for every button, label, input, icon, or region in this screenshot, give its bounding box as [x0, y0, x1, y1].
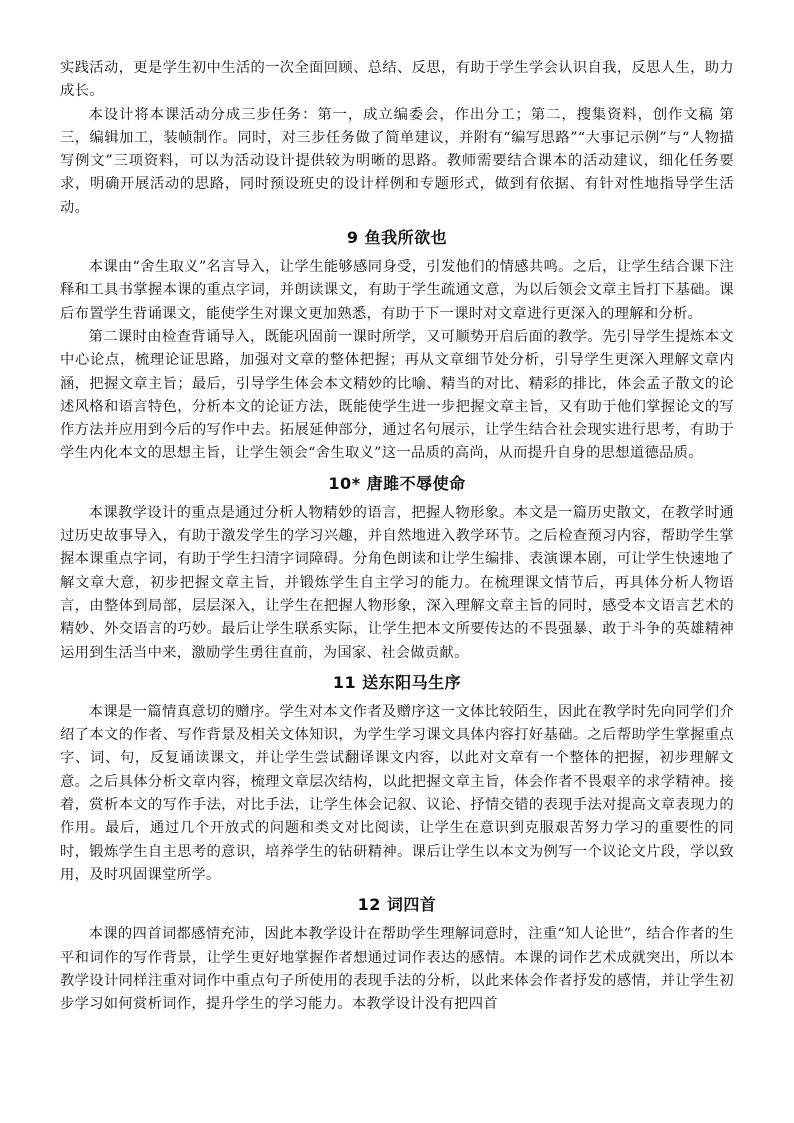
section-heading-11	[60, 671, 734, 695]
intro-paragraph: 本设计将本课活动分成三步任务：第一，成立编委会，作出分工；第二，搜集资料，创作文稿 第三，编辑加工，装帧制作。同时，对三步任务做了简单建议，并附有“编写思路”“大事记示例”与“人物描写例文”三项资料，可以为活动设计提供较为明晰的思路。教师需要结合课本的活动建议，细化任务要求，明确开展活动的思路，同时预设班史的设计样例和专题形式，做到有依据、有针对性地指导学生活动。	[60, 106, 734, 216]
section-number: 10*	[328, 473, 361, 493]
section-heading-12	[60, 893, 734, 917]
section-title: 送东阳马生序	[362, 672, 462, 692]
section-paragraph: 本课是一篇情真意切的赠序。学生对本文作者及赠序这一文体比较陌生，因此在教学时先向同学们介绍了本文的作者、写作背景及相关文体知识，为学生学习课文具体内容打好基础。之后帮助学生掌握重点字、词、句，反复诵读课文，并让学生尝试翻译课文内容，以此对文章有一个整体的把握，初步理解文意。之后具体分析文章内容，梳理文章层次结构，以此把握文章主旨，体会作者不畏艰辛的求学精神。接着，赏析本文的写作手法，对比手法，让学生体会记叙、议论、抒情交错的表现手法对提高文章表现力的作用。最后，通过几个开放式的问题和类文对比阅读，让学生在意识到克服艰苦努力学习的重要性的同时，锻炼学生自主思考的意识，培养学生的钻研精神。课后让学生以本文为例写一个议论文片段，学以致用，及时巩固课堂所学。	[60, 703, 734, 883]
section-number: 12	[357, 895, 381, 915]
section-title: 唐雎不辱使命	[366, 473, 466, 493]
section-heading-10	[60, 472, 734, 496]
section-heading-9	[60, 226, 734, 250]
section-paragraph: 本课教学设计的重点是通过分析人物精妙的语言，把握人物形象。本文是一篇历史散文，在教学时通过历史故事导入，有助于激发学生的学习兴趣，并自然地进入教学环节。之后检查预习内容，帮助学生掌握本课重点字词，有助于学生扫清字词障碍。分角色朗读和让学生编排、表演课本剧，可让学生快速地了解文章大意，初步把握文章主旨，并锻炼学生自主学习的能力。在梳理课文情节后，再具体分析人物语言，由整体到局部，层层深入，让学生在把握人物形象，深入理解文章主旨的同时，感受本文语言艺术的精妙、外交语言的巧妙。最后让学生联系实际，让学生把本文所要传达的不畏强暴、敢于斗争的英雄精神运用到生活当中来，激励学生勇往直前，为国家、社会做贡献。	[60, 504, 734, 661]
section-title: 词四首	[386, 895, 437, 915]
section-number: 9	[346, 228, 359, 248]
section-title: 鱼我所欲也	[364, 228, 448, 248]
section-paragraph: 本课由“舍生取义”名言导入，让学生能够感同身受，引发他们的情感共鸣。之后，让学生结合课下注释和工具书掌握本课的重点字词，并朗读课文，有助于学生疏通文意，为以后领会文章主旨打下基础。课后布置学生背诵课文，能使学生对课文更加熟悉，有助于下一课时对文章进行更深入的理解和分析。	[60, 259, 734, 322]
section-number: 11	[332, 672, 357, 692]
section-paragraph: 本课的四首词都感情充沛，因此本教学设计在帮助学生理解词意时，注重“知人论世”，结合作者的生平和词作的写作背景，让学生更好地掌握作者想通过词作表达的感情。本课的词作艺术成就突出，所以本教学设计同样注重对词作中重点句子所使用的表现手法的分析，以此来体会作者抒发的感情，并让学生初步学习如何赏析词作，提升学生的学习能力。本教学设计没有把四首	[60, 926, 734, 1013]
section-paragraph: 第二课时由检查背诵导入，既能巩固前一课时所学，又可顺势开启后面的教学。先引导学生提炼本文中心论点，梳理论证思路，加强对文章的整体把握；再从文章细节处分析，引导学生更深入理解文章内涵，把握文章主旨；最后，引导学生体会本文精妙的比喻、精当的对比、精彩的排比，体会孟子散文的论述风格和语言特色，分析本文的论证方法，既能使学生进一步把握文章主旨，又有助于他们掌握论文的写作方法并应用到今后的写作中去。拓展延伸部分，通过名句展示，让学生结合社会现实进行思考，有助于学生内化本文的思想主旨，让学生领会“舍生取义”这一品质的高尚，从而提升自身的思想道德品质。	[60, 328, 734, 462]
intro-continuation: 实践活动，更是学生初中生活的一次全面回顾、总结、反思，有助于学生学会认识自我，反思人生，助力成长。	[60, 60, 734, 100]
